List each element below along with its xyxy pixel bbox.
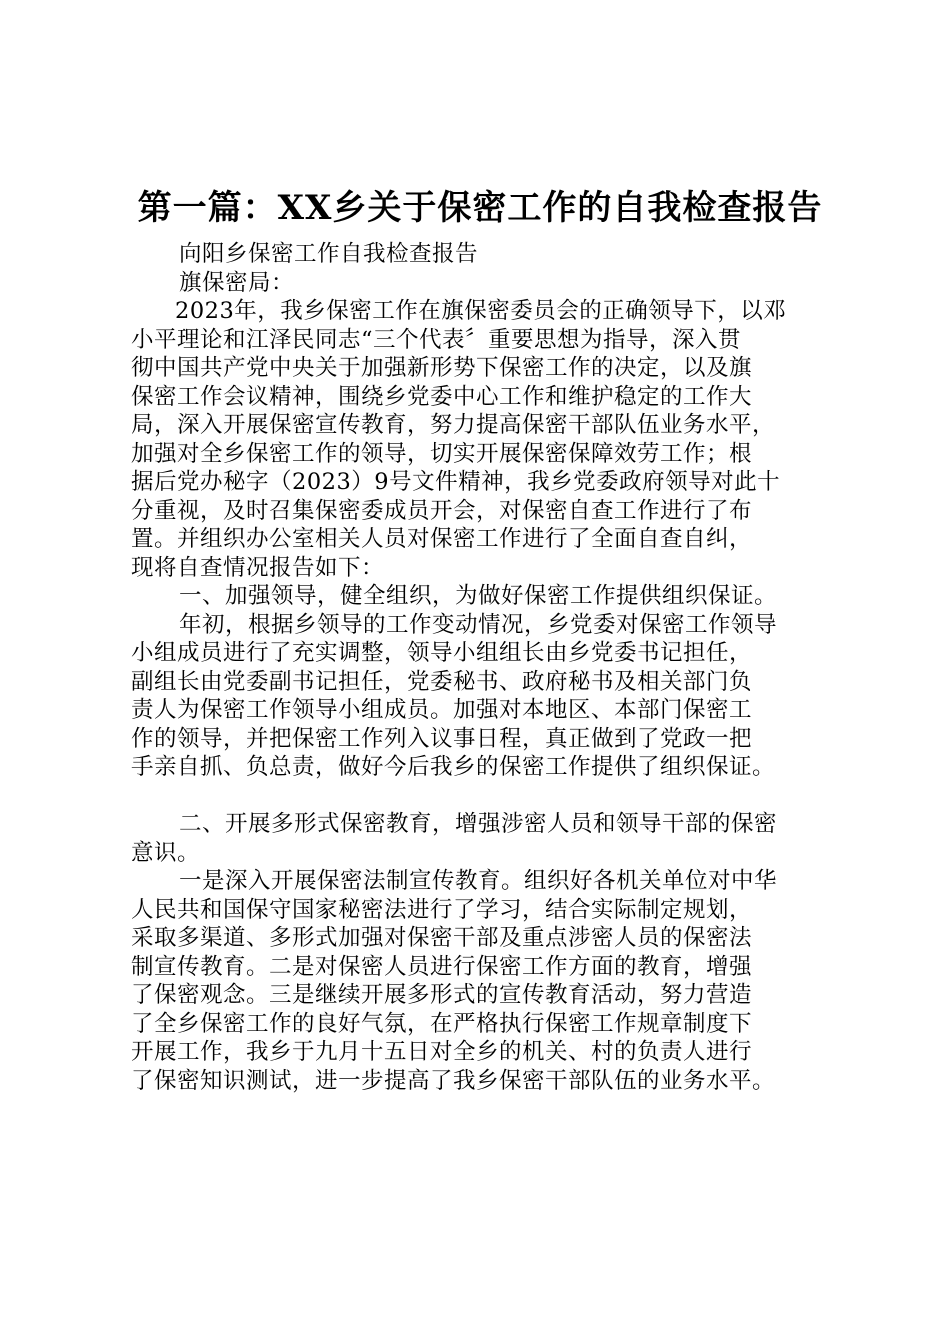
paragraph-line: 彻中国共产党中央关于加强新形势下保密工作的决定，以及旗 xyxy=(131,355,753,381)
paragraph-line: 责人为保密工作领导小组成员。加强对本地区、本部门保密工 xyxy=(131,697,753,723)
paragraph-line: 手亲自抓、负总责，做好今后我乡的保密工作提供了组织保证。 xyxy=(131,754,776,780)
paragraph-line: 了全乡保密工作的良好气氛，在严格执行保密工作规章制度下 xyxy=(131,1010,753,1037)
paragraph-line: 副组长由党委副书记担任，党委秘书、政府秘书及相关部门负 xyxy=(131,668,753,695)
subtitle-line: 向阳乡保密工作自我检查报告 xyxy=(179,241,479,267)
paragraph-gap xyxy=(131,782,851,811)
paragraph-line: 分重视，及时召集保密委成员开会，对保密自查工作进行了布 xyxy=(131,497,753,524)
document-body xyxy=(131,240,851,1095)
section-heading-line: 一、加强领导，健全组织，为做好保密工作提供组织保证。 xyxy=(179,583,778,609)
paragraph-line: 小组成员进行了充实调整，领导小组组长由乡党委书记担任， xyxy=(131,640,753,666)
salutation-line: 旗保密局： xyxy=(179,269,295,296)
section-heading-line: 二、开展多形式保密教育，增强涉密人员和领导干部的保密 xyxy=(179,811,778,837)
document-title: 第一篇：XX乡关于保密工作的自我检查报告 xyxy=(137,188,823,228)
paragraph-line: 小平理论和江泽民同志“三个代表〞重要思想为指导，深入贯 xyxy=(131,326,742,353)
paragraph-line: 开展工作，我乡于九月十五日对全乡的机关、村的负责人进行 xyxy=(131,1039,753,1065)
paragraph-line: 置。并组织办公室相关人员对保密工作进行了全面自查自纠， xyxy=(131,526,753,552)
paragraph-line: 保密工作会议精神，围绕乡党委中心工作和维护稳定的工作大 xyxy=(131,383,753,410)
paragraph-line: 据后党办秘字（2023）9号文件精神，我乡党委政府领导对此十 xyxy=(131,469,781,495)
paragraph-line: 人民共和国保守国家秘密法进行了学习，结合实际制定规划， xyxy=(131,896,753,923)
paragraph-line: 年初，根据乡领导的工作变动情况，乡党委对保密工作领导 xyxy=(179,611,778,638)
paragraph-line: 2023年，我乡保密工作在旗保密委员会的正确领导下，以邓 xyxy=(175,298,787,324)
paragraph-line: 作的领导，并把保密工作列入议事日程，真正做到了党政一把 xyxy=(131,725,753,752)
paragraph-line: 了保密观念。三是继续开展多形式的宣传教育活动，努力营造 xyxy=(131,982,753,1008)
paragraph-line: 现将自查情况报告如下： xyxy=(131,554,385,581)
paragraph-line: 采取多渠道、多形式加强对保密干部及重点涉密人员的保密法 xyxy=(131,925,753,951)
paragraph-line: 局，深入开展保密宣传教育，努力提高保密干部队伍业务水平， xyxy=(131,412,776,438)
paragraph-line: 加强对全乡保密工作的领导，切实开展保密保障效劳工作；根 xyxy=(131,440,753,467)
section-heading-line: 意识。 xyxy=(131,839,201,866)
paragraph-line: 了保密知识测试，进一步提高了我乡保密干部队伍的业务水平。 xyxy=(131,1067,776,1094)
paragraph-line: 一是深入开展保密法制宣传教育。组织好各机关单位对中华 xyxy=(179,868,778,894)
paragraph-line: 制宣传教育。二是对保密人员进行保密工作方面的教育，增强 xyxy=(131,953,753,980)
